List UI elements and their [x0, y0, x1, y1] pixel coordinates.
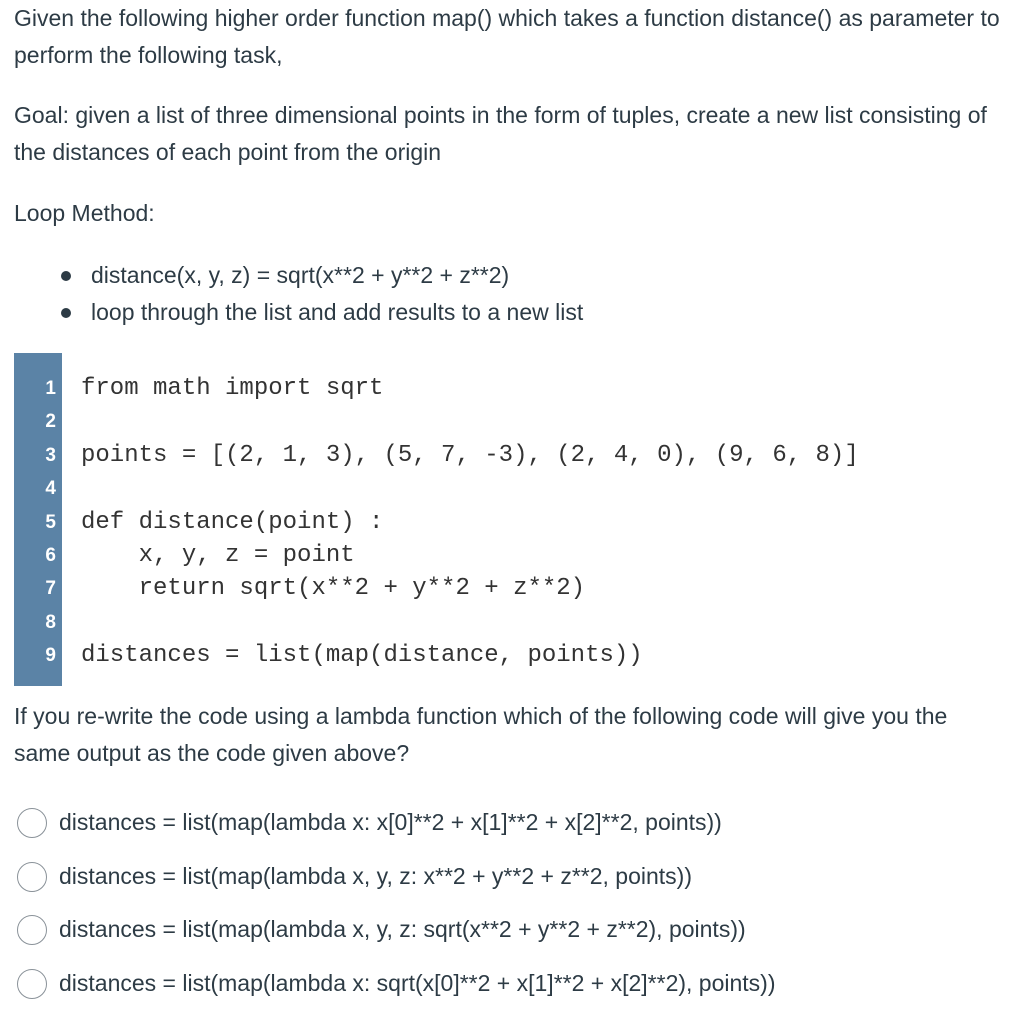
code-line: x, y, z = point: [81, 542, 355, 569]
code-line: def distance(point) :: [81, 509, 384, 536]
answer-option[interactable]: [17, 910, 1007, 964]
radio-button[interactable]: [17, 862, 47, 892]
bullet-item-loop-description: loop through the list and add results to a new list: [60, 294, 583, 331]
goal-text: Goal: given a list of three dimensional points in the form of tuples, create a new list consisting of the distances of each point from the origin: [14, 102, 987, 165]
line-number: 2: [45, 411, 56, 432]
line-number-gutter: [14, 353, 62, 686]
line-number: 8: [45, 612, 56, 633]
question-text: If you re-write the code using a lambda function which of the following code will give you the same output as the code given above?: [14, 703, 948, 766]
radio-button[interactable]: [17, 808, 47, 838]
intro-text: Given the following higher order function map() which takes a function distance() as parameter to perform the following task,: [14, 5, 1000, 68]
code-line: from math import sqrt: [81, 375, 384, 402]
code-line: points = [(2, 1, 3), (5, 7, -3), (2, 4, 0), (9, 6, 8)]: [81, 442, 859, 469]
loop-method-heading: Loop Method:: [14, 200, 155, 226]
answer-option[interactable]: [17, 803, 1007, 857]
answer-option[interactable]: [17, 857, 1007, 911]
answer-option-label[interactable]: distances = list(map(lambda x: sqrt(x[0]**2 + x[1]**2 + x[2]**2), points)): [59, 970, 776, 997]
line-number: 6: [45, 545, 56, 566]
line-number: 1: [45, 378, 56, 399]
answer-option[interactable]: [17, 964, 1007, 1018]
radio-button[interactable]: [17, 915, 47, 945]
code-line: distances = list(map(distance, points)): [81, 642, 643, 669]
radio-button[interactable]: [17, 969, 47, 999]
line-number: 9: [45, 645, 56, 666]
answer-option-label[interactable]: distances = list(map(lambda x, y, z: x**2 + y**2 + z**2, points)): [59, 862, 692, 889]
bullet-item-distance-formula: distance(x, y, z) = sqrt(x**2 + y**2 + z**2): [60, 257, 583, 294]
answer-options: [17, 803, 1007, 1018]
code-line: return sqrt(x**2 + y**2 + z**2): [81, 575, 586, 602]
line-number: 3: [45, 445, 56, 466]
answer-option-label[interactable]: distances = list(map(lambda x: x[0]**2 + x[1]**2 + x[2]**2, points)): [59, 809, 722, 835]
answer-option-label[interactable]: distances = list(map(lambda x, y, z: sqrt(x**2 + y**2 + z**2), points)): [59, 916, 746, 943]
bullet-list: [60, 257, 583, 331]
code-block: [14, 353, 1004, 686]
line-number: 4: [45, 478, 56, 499]
line-number: 5: [45, 512, 56, 533]
line-number: 7: [45, 578, 56, 599]
